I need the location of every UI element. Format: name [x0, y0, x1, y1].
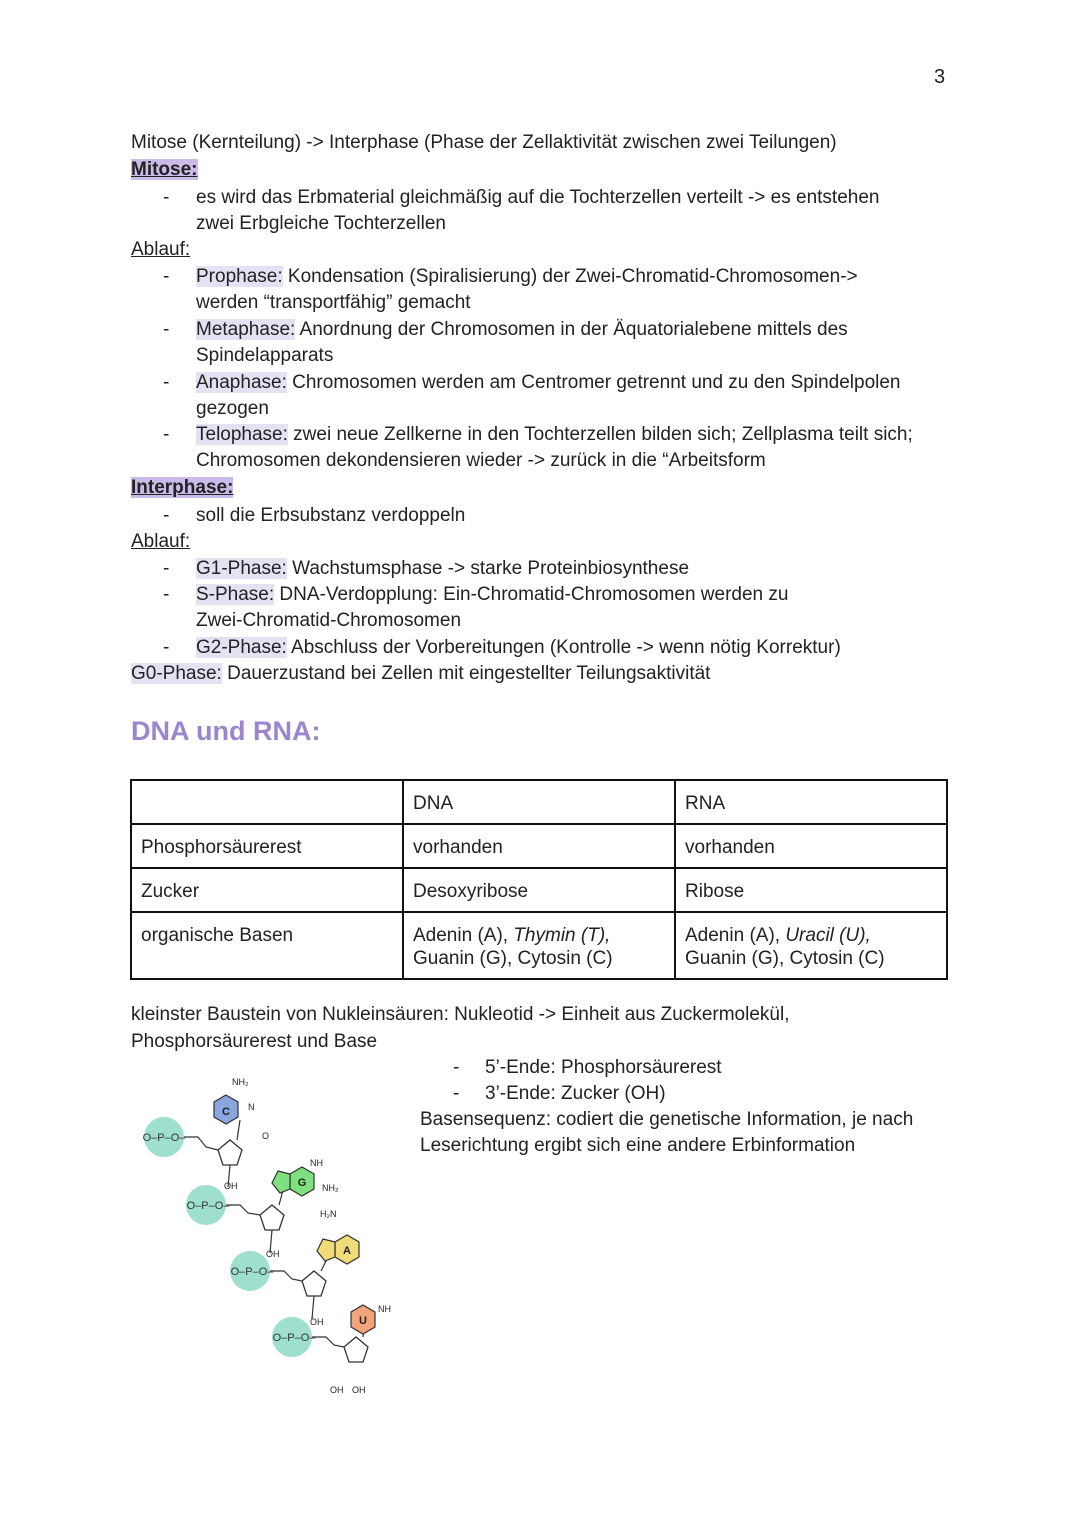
g0-phase-text: Dauerzustand bei Zellen mit eingestellter Teilungsaktivität [221, 663, 711, 684]
g0-phase-line [131, 661, 710, 687]
s-phase-line2: Zwei-Chromatid-Chromosomen [196, 610, 462, 631]
label-nh2: NH₂ [322, 1183, 339, 1193]
three-prime-end: 3’-Ende: Zucker (OH) [485, 1083, 666, 1104]
mitose-ablauf-label [131, 237, 190, 263]
sugar-ring [302, 1271, 326, 1296]
bullet-dash: - [163, 505, 170, 526]
bullet-dash: - [163, 637, 170, 658]
five-prime-end: 5’-Ende: Phosphorsäurerest [485, 1057, 722, 1078]
svg-text:O–P–O–: O–P–O– [272, 1332, 316, 1344]
metaphase-line1 [196, 317, 848, 343]
phosphate-group [186, 1185, 230, 1225]
phosphate-group [143, 1117, 187, 1157]
label-oh: OH [266, 1249, 280, 1259]
rna-base-uracil: Uracil (U), [785, 925, 871, 946]
nucleotide-line1: kleinster Baustein von Nukleinsäuren: Nukleotid -> Einheit aus Zuckermolekül, [131, 1004, 790, 1025]
base-uracil [351, 1305, 375, 1334]
dna-base-guanin-cytosin: Guanin (G), Cytosin (C) [413, 948, 613, 969]
table-cell: vorhanden [675, 824, 947, 868]
bullet-dash: - [163, 187, 170, 208]
metaphase-text: Anordnung der Chromosomen in der Äquatorialebene mittels des [295, 319, 848, 340]
svg-text:O–P–O–: O–P–O– [230, 1266, 274, 1278]
g1-phase-line [196, 556, 689, 582]
rna-base-guanin-cytosin: Guanin (G), Cytosin (C) [685, 948, 885, 969]
table-row [131, 868, 947, 912]
sugar-ring [260, 1205, 284, 1230]
table-cell [675, 912, 947, 979]
bullet-dash: - [163, 424, 170, 445]
label-nh: NH [310, 1158, 323, 1168]
label-oh: OH [330, 1385, 344, 1395]
interphase-heading-text: Interphase: [131, 477, 234, 498]
svg-text:O–P–O–: O–P–O– [142, 1132, 186, 1144]
g1-phase-text: Wachstumsphase -> starke Proteinbiosynthese [286, 558, 690, 579]
table-cell: Phosphorsäurerest [131, 824, 403, 868]
anaphase-text: Chromosomen werden am Centromer getrennt und zu den Spindelpolen [286, 372, 901, 393]
table-cell: Desoxyribose [403, 868, 675, 912]
anaphase-label: Anaphase: [196, 372, 287, 393]
anaphase-line2: gezogen [196, 398, 269, 419]
metaphase-line2: Spindelapparats [196, 345, 334, 366]
table-header-row [131, 780, 947, 824]
anaphase-line1 [196, 370, 901, 396]
section-heading-dna-rna: DNA und RNA: [131, 716, 321, 746]
g0-phase-label: G0-Phase: [131, 663, 222, 684]
table-header-cell: RNA [675, 780, 947, 824]
s-phase-text: DNA-Verdopplung: Ein-Chromatid-Chromosomen werden zu [274, 584, 789, 605]
table-cell [403, 912, 675, 979]
prophase-line1 [196, 264, 858, 290]
mitose-desc-line1: es wird das Erbmaterial gleichmäßig auf die Tochterzellen verteilt -> es entstehen [196, 187, 880, 208]
dna-base-thymin: Thymin (T), [513, 925, 611, 946]
base-guanine [272, 1167, 314, 1196]
label-oh: OH [310, 1317, 324, 1327]
label-nh2: NH₂ [232, 1077, 249, 1087]
rna-base-adenin: Adenin (A), [685, 925, 786, 946]
s-phase-line1 [196, 582, 788, 608]
bullet-dash: - [163, 319, 170, 340]
dna-base-adenin: Adenin (A), [413, 925, 514, 946]
interphase-heading [131, 475, 233, 501]
page-number: 3 [934, 66, 946, 88]
prophase-text: Kondensation (Spiralisierung) der Zwei-Chromatid-Chromosomen-> [282, 266, 858, 287]
prophase-line2: werden “transportfähig” gemacht [196, 292, 471, 313]
mitose-heading [131, 157, 198, 183]
telophase-label: Telophase: [196, 424, 288, 445]
base-cytosine [214, 1095, 238, 1124]
svg-text:U: U [359, 1315, 367, 1327]
bullet-dash: - [163, 266, 170, 287]
label-h2n: H₂N [320, 1209, 337, 1219]
rna-strand-diagram [130, 1065, 410, 1405]
svg-text:O–P–O–: O–P–O– [186, 1200, 230, 1212]
label-oh: OH [352, 1385, 366, 1395]
sequence-line2: Leserichtung ergibt sich eine andere Erbinformation [420, 1135, 856, 1156]
interphase-ablauf-text: Ablauf: [131, 531, 191, 552]
mitose-heading-text: Mitose: [131, 159, 198, 180]
label-o: O [262, 1131, 270, 1141]
telophase-line2: Chromosomen dekondensieren wieder -> zurück in die “Arbeitsform [196, 450, 766, 471]
table-cell: organische Basen [131, 912, 403, 979]
table-header-cell: DNA [403, 780, 675, 824]
sugar-ring [344, 1337, 368, 1362]
g2-phase-line [196, 635, 841, 661]
metaphase-label: Metaphase: [196, 319, 296, 340]
svg-text:C: C [222, 1106, 230, 1118]
g2-phase-label: G2-Phase: [196, 637, 287, 658]
table-cell: vorhanden [403, 824, 675, 868]
telophase-line1 [196, 422, 913, 448]
bullet-dash: - [163, 372, 170, 393]
table-row [131, 824, 947, 868]
prophase-label: Prophase: [196, 266, 283, 287]
table-cell: Zucker [131, 868, 403, 912]
sugar-ring [218, 1140, 242, 1165]
interphase-desc: soll die Erbsubstanz verdoppeln [196, 505, 466, 526]
bullet-dash: - [453, 1083, 460, 1104]
nucleotide-line2: Phosphorsäurerest und Base [131, 1031, 378, 1052]
s-phase-label: S-Phase: [196, 584, 275, 605]
dna-rna-comparison-table [130, 779, 948, 980]
svg-text:G: G [297, 1177, 307, 1189]
table-header-cell [131, 780, 403, 824]
g1-phase-label: G1-Phase: [196, 558, 287, 579]
sequence-line1: Basensequenz: codiert die genetische Information, je nach [420, 1109, 914, 1130]
bullet-dash: - [163, 584, 170, 605]
label-oh: OH [224, 1181, 238, 1191]
mitose-ablauf-text: Ablauf: [131, 239, 191, 260]
bullet-dash: - [163, 558, 170, 579]
svg-text:A: A [343, 1245, 351, 1257]
telophase-text: zwei neue Zellkerne in den Tochterzellen bilden sich; Zellplasma teilt sich; [287, 424, 913, 445]
interphase-ablauf-label [131, 529, 190, 555]
mitose-desc-line2: zwei Erbgleiche Tochterzellen [196, 213, 446, 234]
label-nh: NH [378, 1304, 391, 1314]
bullet-dash: - [453, 1057, 460, 1078]
table-cell: Ribose [675, 868, 947, 912]
intro-line: Mitose (Kernteilung) -> Interphase (Phase der Zellaktivität zwischen zwei Teilungen) [131, 132, 837, 153]
base-adenine [317, 1235, 359, 1264]
table-row [131, 912, 947, 979]
g2-phase-text: Abschluss der Vorbereitungen (Kontrolle -> wenn nötig Korrektur) [286, 637, 841, 658]
label-n: N [248, 1102, 255, 1112]
